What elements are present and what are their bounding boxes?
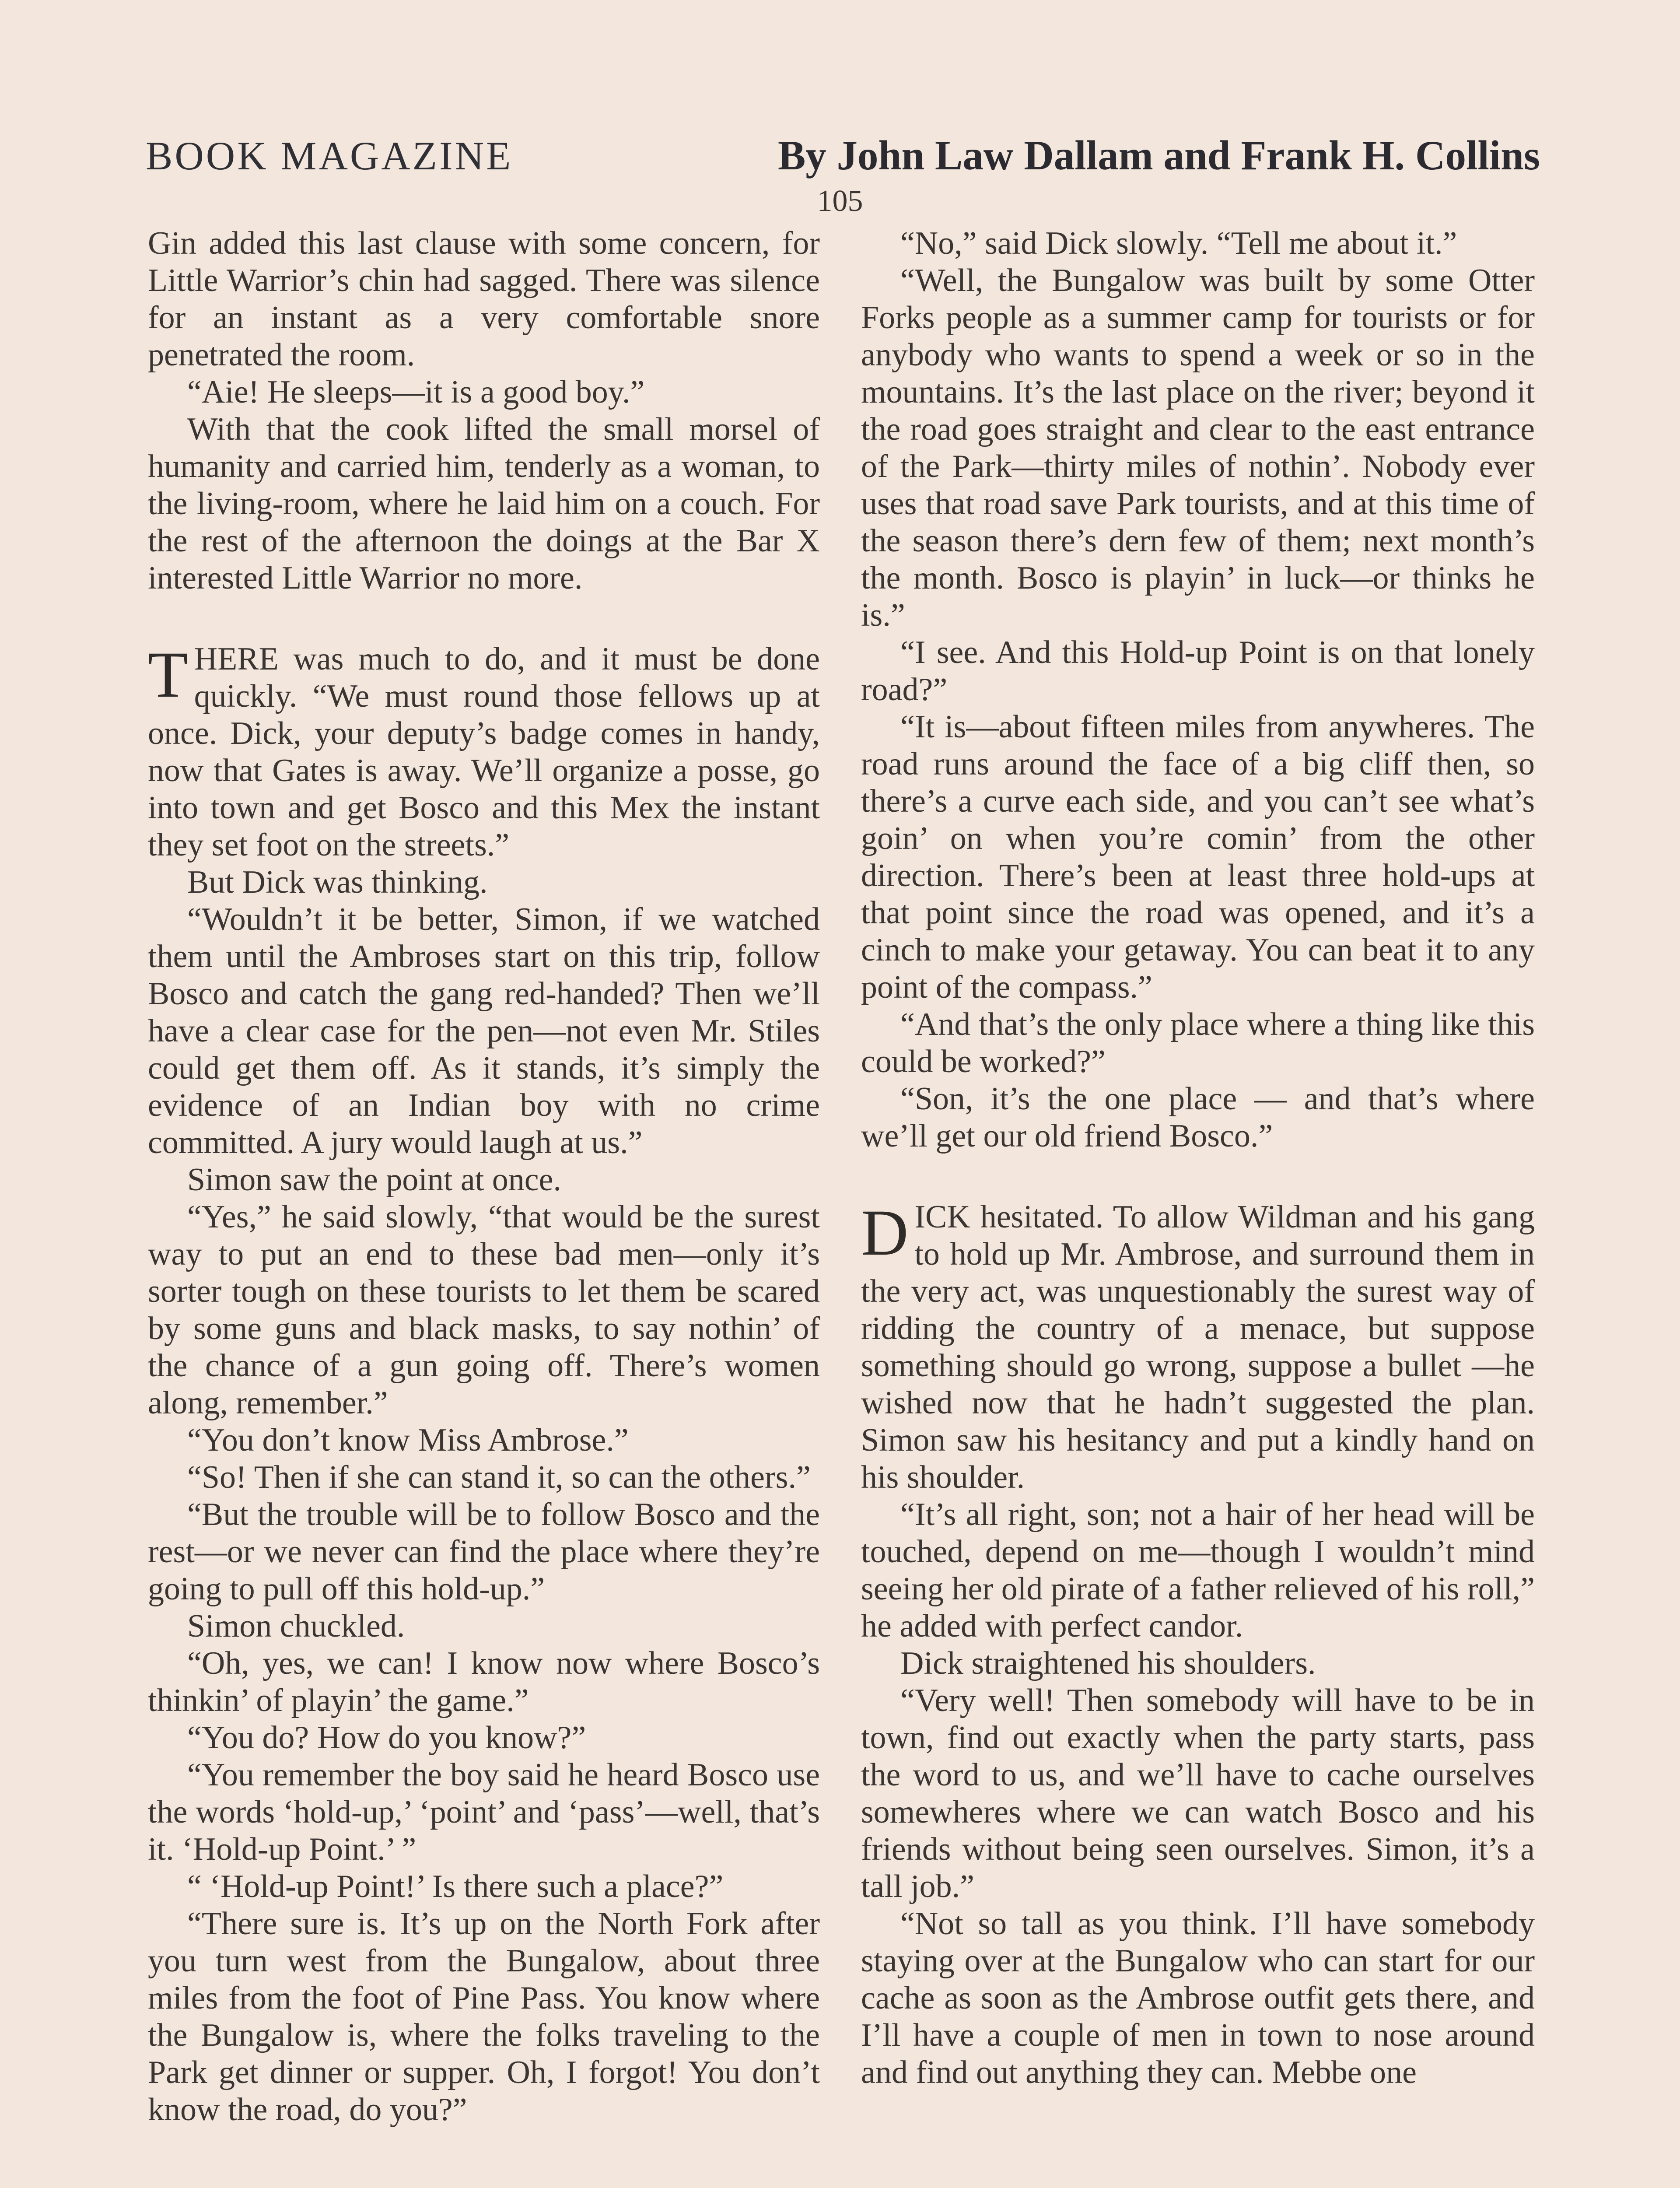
paragraph: “You do? How do you know?” <box>187 1720 586 1756</box>
paragraph: “And that’s the only place where a thing like this could be worked?” <box>861 1006 1535 1080</box>
paragraph: “It is—about fifteen miles from anywheres. The road runs around the face of a big cliff then, so there’s a curve each side, and you can’t see what’s goin’ on when you’re comin’ from the other direction. There’s been at least three hold-ups at that point since the road was opened, and it’s a cinch to make your getaway. You can beat it to any point of the compass.” <box>861 709 1535 1005</box>
paragraph: “Aie! He sleeps—it is a good boy.” <box>187 374 645 410</box>
paragraph: With that the cook lifted the small morsel of humanity and carried him, tenderly as a woman, to the living-room, where he laid him on a couch. For the rest of the afternoon the doings at the Bar X interested Little Warrior no more. <box>148 411 820 596</box>
paragraph: “You don’t know Miss Ambrose.” <box>187 1422 629 1458</box>
paragraph: “So! Then if she can stand it, so can the others.” <box>187 1459 811 1495</box>
paragraph: “ ‘Hold-up Point!’ Is there such a place?” <box>187 1869 724 1904</box>
paragraph: Simon saw the point at once. <box>187 1162 561 1198</box>
paragraph: “No,” said Dick slowly. “Tell me about it.” <box>900 225 1457 261</box>
section-opening-paragraph <box>861 1196 1535 1496</box>
paragraph: “It’s all right, son; not a hair of her head will be touched, depend on me—though I wouldn’t mind seeing her old pirate of a father relieved of his roll,” he added with perfect candor. <box>861 1497 1535 1644</box>
paragraph-text: ICK hesitated. To allow Wildman and his gang to hold up Mr. Ambrose, and surround them in the very act, was unquestionably the surest way of ridding the country of a menace, but suppose something should go wrong, suppose a bullet —he wished now that he hadn’t suggested the plan. Simon saw his hesitancy and put a kindly hand on his shoulder. <box>861 1199 1535 1495</box>
section-opening-paragraph <box>148 638 820 864</box>
drop-cap: D <box>861 1196 909 1269</box>
right-column <box>861 225 1535 2091</box>
paragraph: “Yes,” he said slowly, “that would be the surest way to put an end to these bad men—only it’s sorter tough on these tourists to let them be scared by some guns and black masks, to say nothin’ of the chance of a gun going off. There’s women along, remember.” <box>148 1199 820 1421</box>
paragraph: “Not so tall as you think. I’ll have somebody staying over at the Bungalow who can start for our cache as soon as the Ambrose outfit gets there, and I’ll have a couple of men in town to nose around and find out anything they can. Mebbe one <box>861 1906 1535 2090</box>
paragraph: “Very well! Then somebody will have to be in town, find out exactly when the party starts, pass the word to us, and we’ll have to cache ourselves somewheres where we can watch Bosco and his friends without being seen ourselves. Simon, it’s a tall job.” <box>861 1683 1535 1904</box>
byline: By John Law Dallam and Frank H. Collins <box>777 132 1540 179</box>
paragraph: “Wouldn’t it be better, Simon, if we watched them until the Ambroses start on this trip, follow Bosco and catch the gang red-handed? Then we’ll have a clear case for the pen—not even Mr. Stiles could get them off. As it stands, it’s simply the evidence of an Indian boy with no crime committed. A jury would laugh at us.” <box>148 901 820 1161</box>
paragraph: “Well, the Bungalow was built by some Otter Forks people as a summer camp for tourists or for anybody who wants to spend a week or so in the mountains. It’s the last place on the river; beyond it the road goes straight and clear to the east entrance of the Park—thirty miles of nothin’. Nobody ever uses that road save Park tourists, and at this time of the season there’s dern few of them; next month’s the month. Bosco is playin’ in luck—or thinks he is.” <box>861 263 1535 633</box>
paragraph: Simon chuckled. <box>187 1608 405 1644</box>
paragraph: Dick straightened his shoulders. <box>900 1645 1316 1681</box>
left-column <box>148 225 820 2128</box>
paragraph: “But the trouble will be to follow Bosco and the rest—or we never can find the place where they’re going to pull off this hold-up.” <box>148 1497 820 1607</box>
running-head <box>146 131 1540 179</box>
paragraph-text: HERE was much to do, and it must be done quickly. “We must round those fellows up at once. Dick, your deputy’s badge comes in handy, now that Gates is away. We’ll organize a posse, go into town and get Bosco and this Mex the instant they set foot on the streets.” <box>148 641 820 863</box>
paragraph: “Oh, yes, we can! I know now where Bosco’s thinkin’ of playin’ the game.” <box>148 1645 820 1718</box>
paragraph: “Son, it’s the one place — and that’s where we’ll get our old friend Bosco.” <box>861 1081 1535 1154</box>
paragraph: “I see. And this Hold-up Point is on that lonely road?” <box>861 635 1535 708</box>
paragraph: Gin added this last clause with some concern, for Little Warrior’s chin had sagged. There was silence for an instant as a very comfortable snore penetrated the room. <box>148 225 820 373</box>
drop-cap: T <box>148 638 188 711</box>
paragraph: “You remember the boy said he heard Bosco use the words ‘hold-up,’ ‘point’ and ‘pass’—well, that’s it. ‘Hold-up Point.’ ” <box>148 1757 820 1867</box>
paragraph: But Dick was thinking. <box>187 864 488 900</box>
page-number: 105 <box>817 184 863 218</box>
paragraph: “There sure is. It’s up on the North Fork after you turn west from the Bungalow, about three miles from the foot of Pine Pass. You know where the Bungalow is, where the folks traveling to the Park get dinner or supper. Oh, I forgot! You don’t know the road, do you?” <box>148 1906 820 2128</box>
magazine-title: BOOK MAGAZINE <box>146 133 513 178</box>
